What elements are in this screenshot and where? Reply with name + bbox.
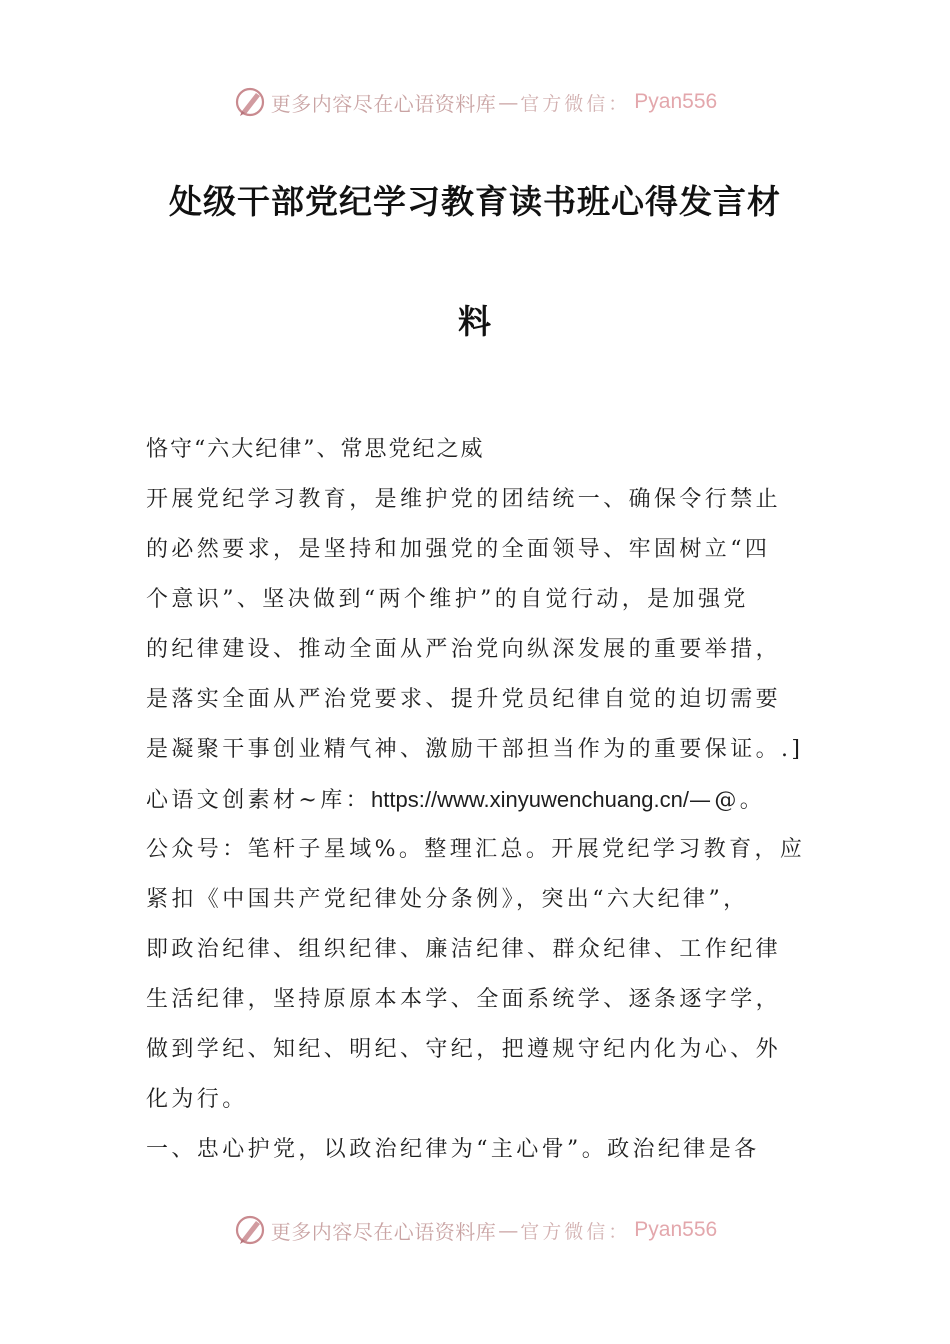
document-title-line-1: 处级干部党纪学习教育读书班心得发言材 [169, 182, 781, 221]
watermark-dash: — [498, 90, 519, 114]
watermark-dash: — [498, 1218, 519, 1242]
body-line: 是凝聚干事创业精气神、激励干部担当作为的重要保证。.] [146, 737, 804, 762]
section-heading: 恪守“六大纪律”、常思党纪之威 [146, 437, 485, 462]
body-line: 的纪律建设、推动全面从严治党向纵深发展的重要举措， [146, 637, 782, 662]
body-line: 公众号：笔杆子星域%。整理汇总。开展党纪学习教育，应 [146, 837, 806, 862]
watermark-wechat-id: Pyan556 [634, 1218, 718, 1241]
document-body [146, 430, 816, 1180]
body-line: 个意识”、坚决做到“两个维护”的自觉行动，是加强党 [146, 587, 749, 612]
source-suffix: —@。 [689, 788, 766, 813]
watermark-official-label: 官方微信： [520, 92, 631, 115]
pen-logo-icon [233, 85, 267, 119]
watermark-banner-bottom [0, 1208, 950, 1252]
watermark-wechat-id: Pyan556 [634, 90, 718, 113]
body-line: 生活纪律，坚持原原本本学、全面系统学、逐条逐字学， [146, 987, 782, 1012]
body-line: 紧扣《中国共产党纪律处分条例》，突出“六大纪律”， [146, 887, 749, 912]
watermark-main-text: 更多内容尽在心语资料库 [270, 91, 497, 116]
watermark-official-label: 官方微信： [520, 1220, 631, 1243]
body-line: 开展党纪学习教育，是维护党的团结统一、确保令行禁止 [146, 487, 782, 512]
body-line-source [146, 780, 816, 830]
source-label: 心语文创素材~库： [146, 788, 372, 813]
body-line: 做到学纪、知纪、明纪、守纪，把遵规守纪内化为心、外 [146, 1037, 782, 1062]
body-line: 一、忠心护党，以政治纪律为“主心骨”。政治纪律是各 [146, 1137, 760, 1162]
body-line: 化为行。 [146, 1087, 248, 1112]
watermark-main-text: 更多内容尽在心语资料库 [270, 1219, 497, 1244]
body-line: 的必然要求，是坚持和加强党的全面领导、牢固树立“四 [146, 537, 771, 562]
watermark-banner-top [0, 80, 950, 124]
body-line: 即政治纪律、组织纪律、廉洁纪律、群众纪律、工作纪律 [146, 937, 782, 962]
body-line: 是落实全面从严治党要求、提升党员纪律自觉的迫切需要 [146, 687, 782, 712]
document-title-line-2: 料 [458, 302, 492, 341]
pen-logo-icon [233, 1213, 267, 1247]
source-url-link[interactable]: https://www.xinyuwenchuang.cn/ [371, 787, 689, 812]
